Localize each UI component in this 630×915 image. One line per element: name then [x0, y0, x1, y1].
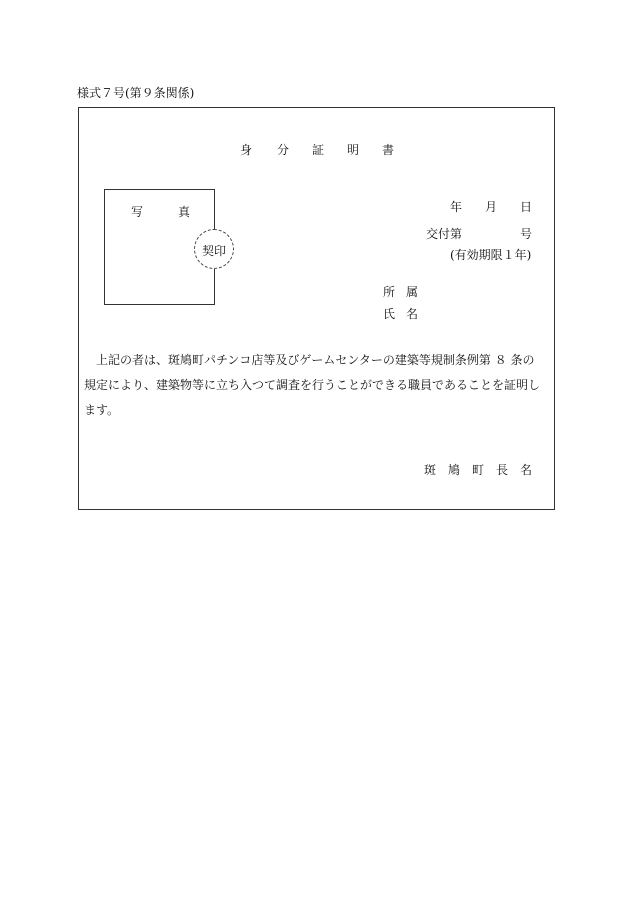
affiliation-label-char-2: 属	[406, 285, 419, 299]
signer-char-3: 町	[472, 463, 485, 477]
affiliation-label-char-1: 所	[383, 285, 396, 299]
form-number-label: 様式７号(第９条関係)	[77, 86, 195, 100]
name-label-char-2: 名	[406, 307, 419, 321]
signer-char-5: 名	[520, 463, 533, 477]
issue-number-prefix: 交付第	[426, 227, 463, 241]
certification-statement: 上記の者は、斑鳩町パチンコ店等及びゲームセンターの建築等規制条例第 ８ 条の規定により、建築物等に立ち入つて調査を行うことができる職員であることを証明します。	[84, 353, 541, 417]
date-day-label: 日	[520, 200, 533, 214]
title-char-3: 証	[312, 143, 325, 157]
signer-char-1: 斑	[424, 463, 437, 477]
title-char-5: 書	[382, 143, 395, 157]
seal-label: 契印	[201, 244, 226, 258]
title-char-1: 身	[240, 143, 253, 157]
issue-number-suffix: 号	[520, 227, 533, 241]
date-year-label: 年	[450, 200, 463, 214]
id-certificate-card	[78, 107, 555, 510]
title-char-4: 明	[347, 143, 360, 157]
signer-char-4: 長	[496, 463, 509, 477]
validity-period: (有効期限１年)	[450, 248, 532, 262]
photo-label-char-2: 真	[178, 205, 191, 219]
name-label-char-1: 氏	[383, 307, 396, 321]
date-month-label: 月	[485, 200, 498, 214]
title-char-2: 分	[277, 143, 290, 157]
signer-char-2: 鳩	[448, 463, 461, 477]
photo-label-char-1: 写	[131, 205, 144, 219]
